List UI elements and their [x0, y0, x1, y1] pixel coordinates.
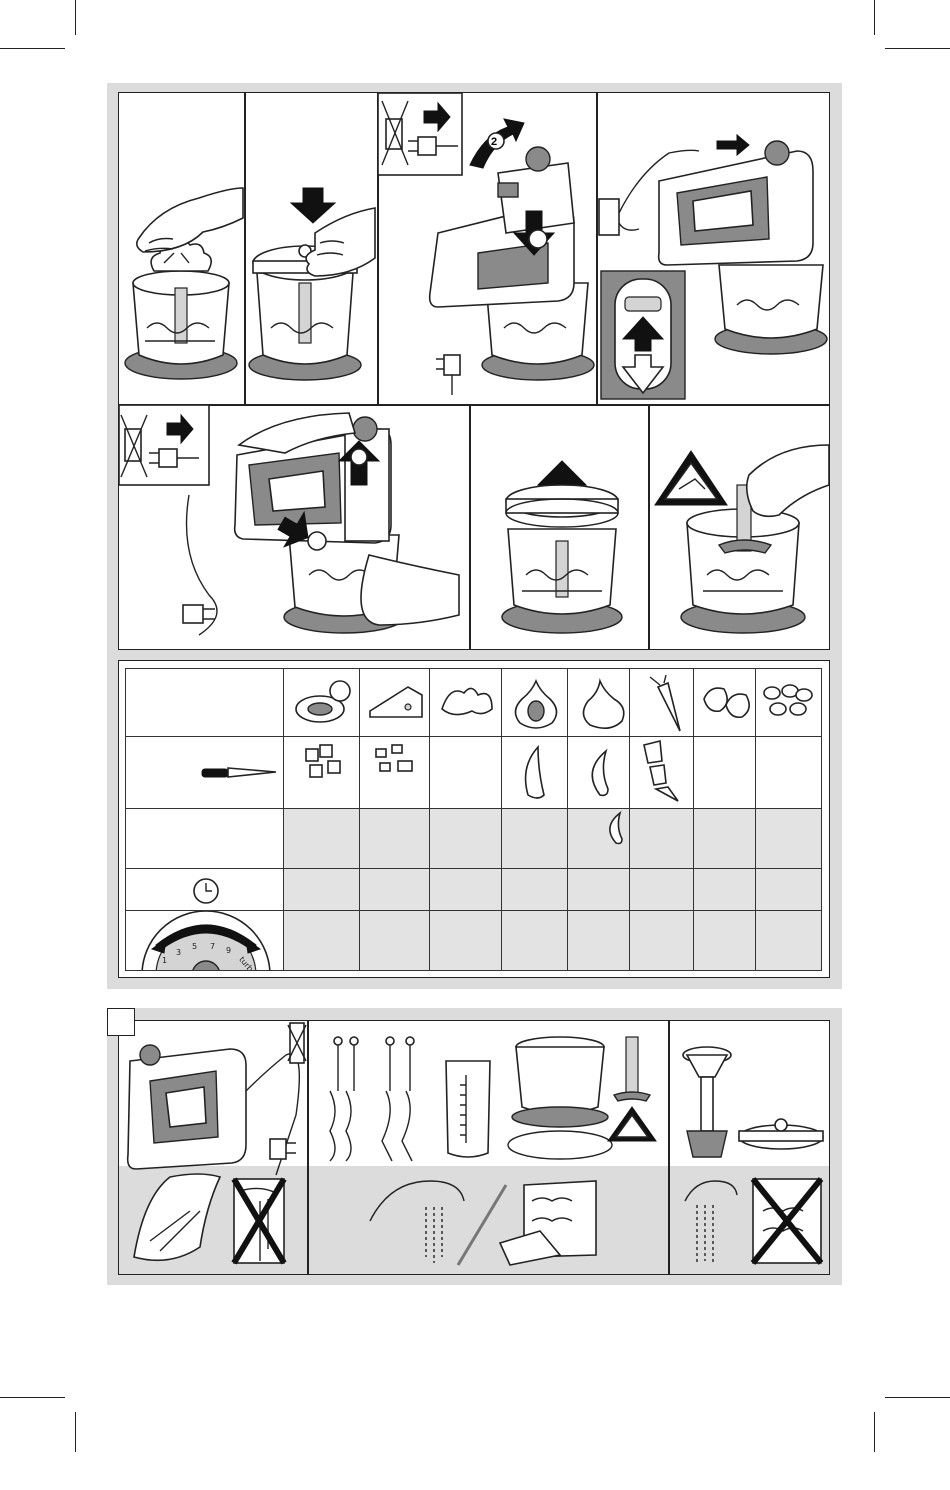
- dial-number: 1: [162, 956, 168, 965]
- knife-icon: [126, 737, 284, 809]
- time-cell: [568, 869, 630, 911]
- almond-icon: [756, 669, 822, 737]
- plug-icon: [436, 355, 460, 395]
- quantity-cell: [568, 809, 630, 869]
- time-cell: [284, 869, 360, 911]
- blade-warning-icon: [608, 1107, 656, 1141]
- right-arrow-icon: [717, 135, 749, 155]
- lid-lift-icon: [506, 485, 618, 527]
- dial-number: 3: [176, 948, 182, 957]
- rotate-badge: 2: [491, 136, 498, 148]
- crop-mark: [75, 0, 76, 35]
- meat-icon: [284, 669, 360, 737]
- wipe-cloth-icon: [134, 1174, 220, 1260]
- time-cell: [430, 869, 502, 911]
- row-header: [126, 669, 284, 737]
- speed-cell: [630, 911, 694, 971]
- chopper-bowl-icon: [508, 1037, 612, 1159]
- crop-mark: [874, 1412, 875, 1452]
- crop-mark: [75, 1412, 76, 1452]
- crop-mark: [0, 48, 65, 49]
- no-water-icon: [234, 1179, 284, 1263]
- food-row: [126, 669, 822, 737]
- step-g-illustration: [649, 405, 829, 650]
- crop-mark: [874, 0, 875, 35]
- speed-cell: [360, 911, 430, 971]
- crop-mark: [885, 1397, 950, 1398]
- time-cell: [360, 869, 430, 911]
- quantity-cell: [502, 809, 568, 869]
- blade-warning-icon: [655, 451, 727, 505]
- whisk-icon: [330, 1037, 358, 1161]
- no-dishwasher-icon: [753, 1179, 821, 1263]
- chopper-bowl-icon: [249, 273, 361, 380]
- carrot-pieces-icon: [630, 737, 694, 809]
- speed-cell: [430, 911, 502, 971]
- hand-icon: [747, 445, 829, 516]
- step-b-illustration: [245, 93, 377, 404]
- carrot-icon: [630, 669, 694, 737]
- walnut-icon: [694, 669, 756, 737]
- hand-icon: [137, 188, 243, 252]
- unplugged-crossed-icon: [378, 93, 462, 175]
- dial-number: 5: [192, 942, 198, 951]
- unplugged-crossed-icon: [288, 1023, 306, 1063]
- measuring-beaker-icon: [446, 1061, 490, 1157]
- tap-rinse-icon: [685, 1181, 737, 1265]
- garlic-clove-icon: [604, 811, 628, 847]
- crop-mark: [0, 1397, 65, 1398]
- onion-quarter-icon: [502, 737, 568, 809]
- empty-cell: [756, 737, 822, 809]
- plug-icon: [183, 605, 215, 623]
- speed-cell: [284, 911, 360, 971]
- quantity-label-cell: [126, 809, 284, 869]
- time-cell: [502, 869, 568, 911]
- dough-hook-icon: [382, 1037, 414, 1161]
- blender-cleaning: [671, 1021, 828, 1271]
- quantity-cell: [430, 809, 502, 869]
- prep-row: [126, 737, 822, 809]
- cubes-icon: [284, 737, 360, 809]
- speed-cell: [756, 911, 822, 971]
- plug-icon: [270, 1139, 296, 1159]
- speed-switch-icon: [601, 271, 685, 399]
- time-row: [126, 869, 822, 911]
- motor-unit-icon: [128, 1045, 246, 1169]
- time-cell: [630, 869, 694, 911]
- rotate-arrow-icon: [470, 119, 524, 168]
- garlic-icon: [568, 669, 630, 737]
- time-cell: [694, 869, 756, 911]
- step-f-illustration: [470, 405, 648, 650]
- speed-cell: [502, 911, 568, 971]
- chopper-bowl-icon: [125, 271, 237, 379]
- step-a-illustration: [119, 93, 244, 404]
- herbs-icon: [430, 669, 502, 737]
- cheese-pieces-icon: [360, 737, 430, 809]
- dishwasher-icon: [500, 1181, 596, 1265]
- blade-icon: [614, 1037, 650, 1101]
- quantity-cell: [360, 809, 430, 869]
- down-arrow-icon: [291, 188, 335, 223]
- cheese-icon: [360, 669, 430, 737]
- dial-turbo-label: turbo: [237, 954, 258, 978]
- step-d-illustration: [597, 93, 829, 404]
- step-c-illustration: [378, 93, 596, 404]
- speed-cell: [694, 911, 756, 971]
- food-table: [125, 668, 822, 978]
- or-divider: [458, 1185, 506, 1265]
- empty-cell: [694, 737, 756, 809]
- chopper-bowl-icon: [502, 529, 622, 633]
- speed-cell: [568, 911, 630, 971]
- onion-icon: [502, 669, 568, 737]
- motor-unit-icon: [659, 141, 813, 265]
- dial-number: 7: [210, 942, 216, 951]
- time-cell: [756, 869, 822, 911]
- motor-unit-cleaning: [120, 1021, 306, 1271]
- clock-icon: [126, 869, 284, 911]
- quantity-row: [126, 809, 822, 869]
- quantity-cell: [694, 809, 756, 869]
- blender-shaft-icon: [683, 1047, 731, 1157]
- speed-dial-icon: [126, 911, 284, 978]
- garlic-clove-icon: [568, 737, 630, 809]
- tap-rinse-icon: [370, 1181, 464, 1263]
- quantity-cell: [284, 809, 360, 869]
- lid-icon: [739, 1119, 823, 1149]
- dial-number: 9: [226, 946, 232, 955]
- release-dot: [351, 449, 367, 465]
- speed-row: [126, 911, 822, 971]
- empty-cell: [430, 737, 502, 809]
- quantity-cell: [630, 809, 694, 869]
- crop-mark: [885, 48, 950, 49]
- step-e-illustration: [119, 405, 469, 650]
- unplugged-crossed-icon: [119, 405, 209, 485]
- attachments-cleaning: [310, 1021, 667, 1271]
- chopper-bowl-icon: [715, 265, 827, 354]
- quantity-cell: [756, 809, 822, 869]
